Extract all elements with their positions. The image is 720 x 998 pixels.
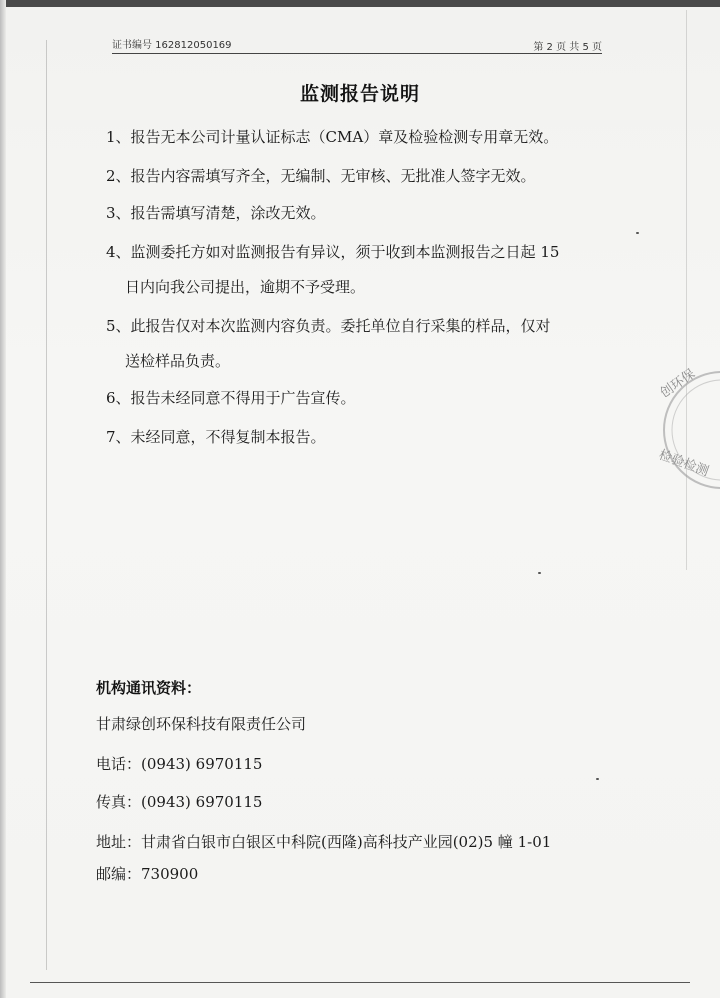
clause-3: 3、报告需填写清楚，涂改无效。 <box>106 204 326 222</box>
clause-4-continued: 日内向我公司提出，逾期不予受理。 <box>125 278 366 296</box>
address: 地址：甘肃省白银市白银区中科院(西隆)高科技产业园(02)5 幢 1-01 <box>96 833 552 851</box>
scan-speck <box>596 778 599 780</box>
page-bottom-edge <box>30 982 690 983</box>
scan-left-edge <box>0 0 6 998</box>
margin-line-left <box>46 40 47 970</box>
clause-4: 4、监测委托方如对监测报告有异议，须于收到本监测报告之日起 15 <box>106 243 560 261</box>
clause-5-continued: 送检样品负责。 <box>125 352 231 370</box>
page-number: 第 2 页 共 5 页 <box>533 42 602 53</box>
page-title: 监测报告说明 <box>299 83 420 105</box>
seal-stamp <box>650 360 720 500</box>
scan-top-edge <box>0 0 720 7</box>
clause-2: 2、报告内容需填写齐全，无编制、无审核、无批准人签字无效。 <box>106 167 536 185</box>
company-name: 甘肃绿创环保科技有限责任公司 <box>96 715 307 733</box>
clause-5: 5、此报告仅对本次监测内容负责。委托单位自行采集的样品，仅对 <box>106 317 551 335</box>
header-divider <box>112 53 602 54</box>
stamp-text-bottom: 检验检测 <box>656 447 711 480</box>
phone-number: 电话：(0943) 6970115 <box>96 755 263 773</box>
contact-heading: 机构通讯资料： <box>96 679 202 697</box>
clause-1: 1、报告无本公司计量认证标志（CMA）章及检验检测专用章无效。 <box>106 128 559 146</box>
clause-6: 6、报告未经同意不得用于广告宣传。 <box>106 389 356 407</box>
postcode: 邮编：730900 <box>96 865 199 883</box>
certificate-number: 证书编号 162812050169 <box>112 40 232 51</box>
clause-7: 7、未经同意，不得复制本报告。 <box>106 428 326 446</box>
scan-speck <box>636 232 639 234</box>
stamp-text-top: 创环保 <box>657 366 699 402</box>
fax-number: 传真：(0943) 6970115 <box>96 793 263 811</box>
scan-speck <box>538 572 541 574</box>
page-header <box>112 32 602 52</box>
